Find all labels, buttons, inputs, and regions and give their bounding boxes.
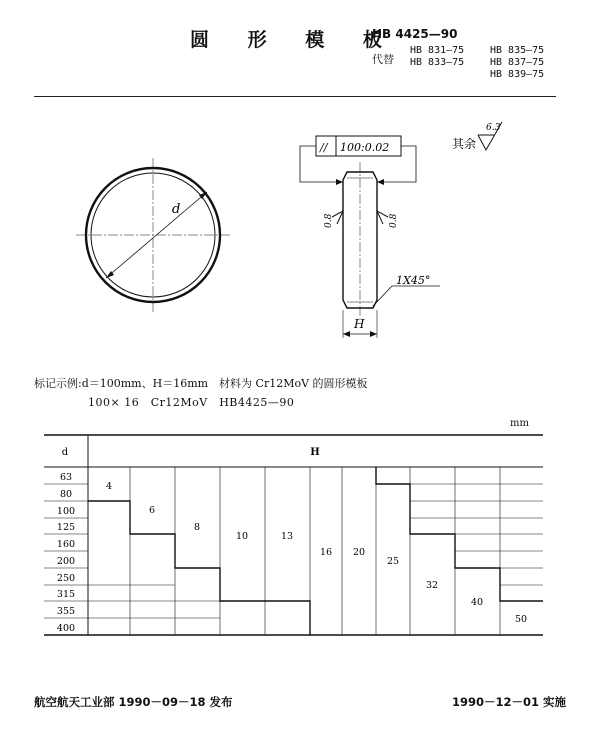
H-value: 32 bbox=[425, 580, 439, 591]
d-value: 200 bbox=[56, 556, 76, 567]
H-value: 40 bbox=[470, 597, 484, 608]
column-header-H: H bbox=[310, 447, 320, 458]
H-value: 50 bbox=[514, 614, 528, 625]
replace-label: 代替 bbox=[372, 53, 394, 66]
height-label: H bbox=[354, 317, 365, 331]
technical-drawing bbox=[0, 100, 600, 360]
unit-label: mm bbox=[510, 418, 529, 429]
replaced-standard: HB 835—75 bbox=[490, 45, 545, 56]
plate-top-view bbox=[76, 158, 230, 312]
diameter-label: d bbox=[172, 202, 181, 217]
tolerance-value: 100:0.02 bbox=[340, 141, 390, 154]
H-value: 25 bbox=[386, 556, 400, 567]
size-table bbox=[0, 430, 600, 640]
plate-side-view bbox=[300, 136, 440, 338]
replaced-standard: HB 831—75 bbox=[410, 45, 465, 56]
replaced-standard: HB 837—75 bbox=[490, 57, 545, 68]
d-value: 100 bbox=[56, 506, 76, 517]
H-value: 20 bbox=[352, 547, 366, 558]
general-roughness-note bbox=[452, 122, 502, 151]
header-divider bbox=[34, 96, 556, 97]
standard-number: HB 4425—90 bbox=[372, 27, 458, 41]
marking-example-line2: 100× 16 Cr12MoV HB4425—90 bbox=[88, 396, 295, 409]
H-value: 10 bbox=[235, 531, 249, 542]
implementation-date: 1990－12－01 实施 bbox=[452, 695, 567, 709]
other-label: 其余 bbox=[452, 137, 477, 151]
cropped-header-line bbox=[0, 0, 600, 6]
replaced-standard: HB 833—75 bbox=[410, 57, 465, 68]
d-value: 250 bbox=[56, 573, 76, 584]
d-value: 125 bbox=[56, 522, 76, 533]
chamfer-label: 1X45° bbox=[396, 274, 431, 287]
d-value: 160 bbox=[56, 539, 76, 550]
page-title: 圆 形 模 板 bbox=[190, 29, 398, 51]
H-value: 6 bbox=[148, 505, 156, 516]
column-header-d: d bbox=[61, 447, 69, 458]
roughness-left: 0.8 bbox=[324, 213, 334, 228]
marking-example-line1: 标记示例:d＝100mm、H＝16mm 材料为 Cr12MoV 的圆形模板 bbox=[34, 377, 368, 390]
d-value: 400 bbox=[56, 623, 76, 634]
H-value: 16 bbox=[319, 547, 333, 558]
H-value: 4 bbox=[105, 481, 113, 492]
d-value: 80 bbox=[59, 489, 73, 500]
H-value: 8 bbox=[193, 522, 201, 533]
replaced-standard: HB 839—75 bbox=[490, 69, 545, 80]
roughness-right: 0.8 bbox=[389, 213, 399, 228]
d-value: 63 bbox=[59, 472, 73, 483]
issuer-info: 航空航天工业部 1990－09－18 发布 bbox=[34, 695, 233, 709]
H-value: 13 bbox=[280, 531, 294, 542]
d-value: 315 bbox=[56, 589, 76, 600]
other-roughness-value: 6.3 bbox=[486, 123, 501, 133]
d-value: 355 bbox=[56, 606, 76, 617]
tolerance-symbol: // bbox=[320, 141, 328, 154]
